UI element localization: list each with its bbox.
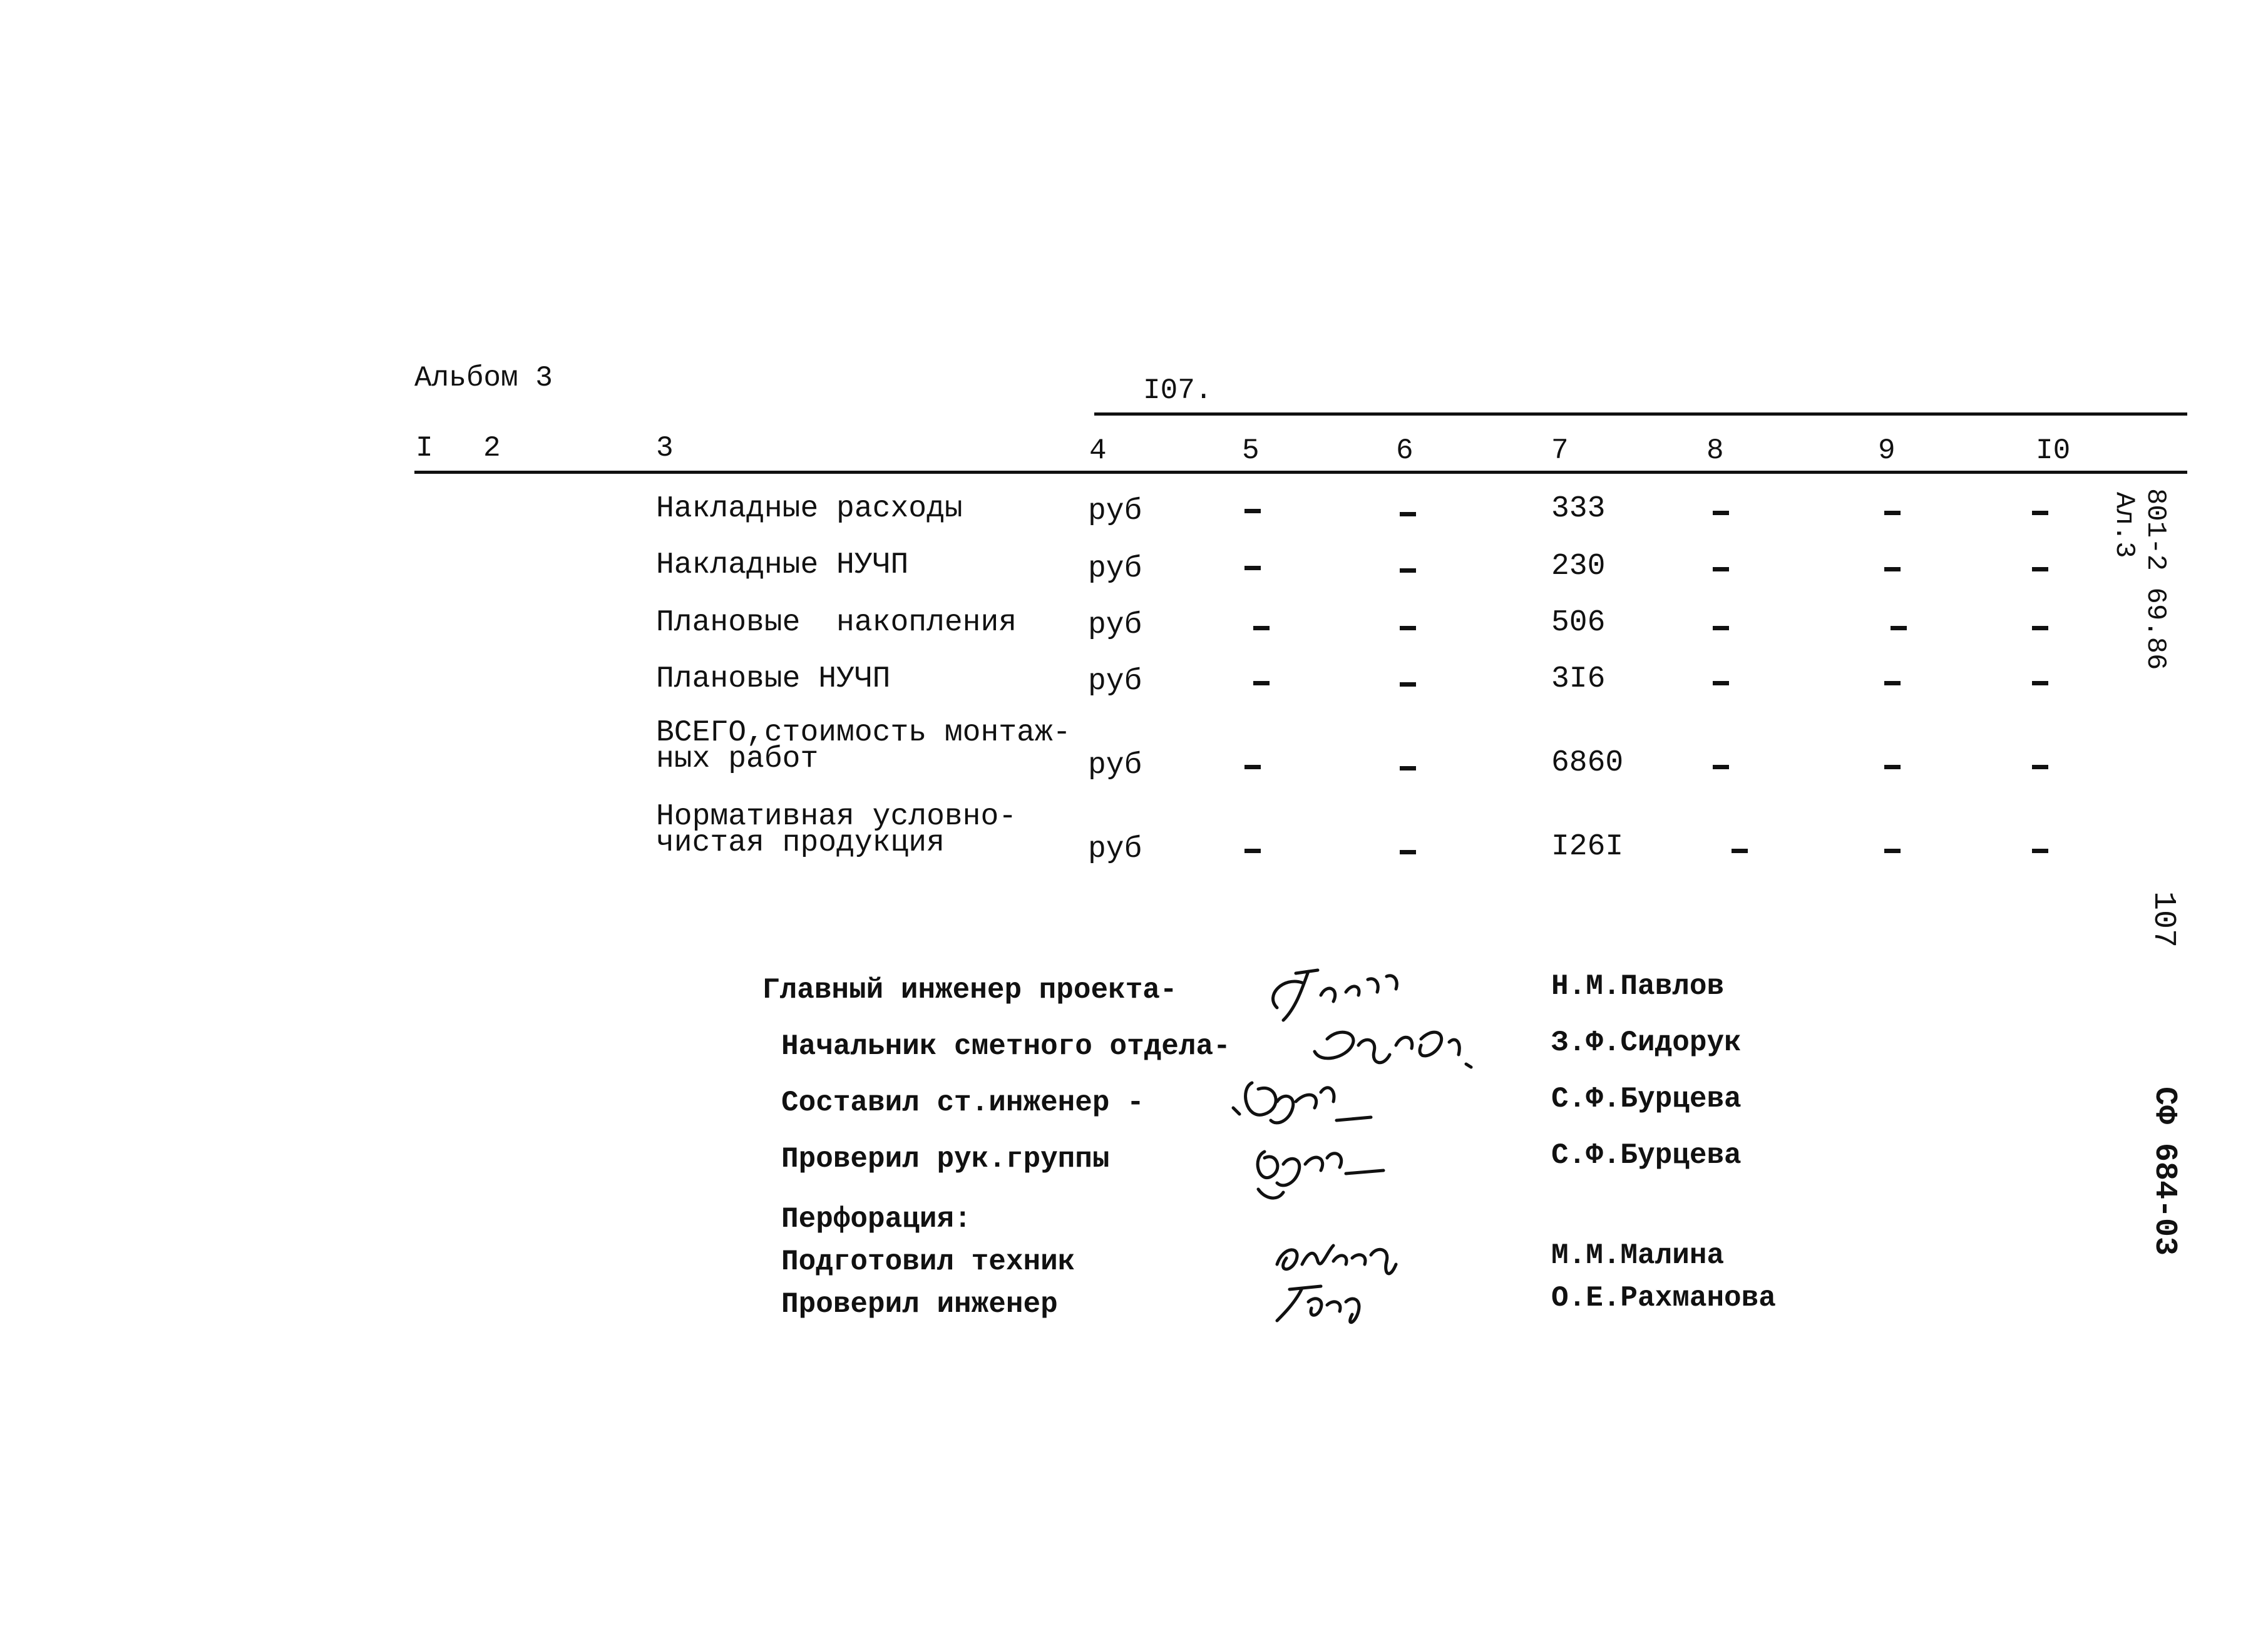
signatory-name: Н.М.Павлов: [1551, 970, 1725, 1003]
empty-dash: [1884, 511, 1901, 515]
column-number: 5: [1242, 434, 1260, 467]
margin-note-page: 107: [2145, 891, 2181, 948]
empty-dash: [1884, 849, 1901, 853]
value-cell: 6860: [1551, 746, 1624, 780]
signature-title: Перфорация:: [781, 1203, 972, 1236]
margin-note-album: Ал.3: [2108, 492, 2140, 558]
column-number: 4: [1089, 434, 1107, 467]
unit-cell: руб: [1088, 608, 1142, 642]
column-number: I: [416, 432, 433, 464]
header-rule-top: [1094, 412, 2187, 416]
unit-cell: руб: [1088, 494, 1142, 528]
signatory-name: С.Ф.Бурцева: [1551, 1083, 1742, 1115]
page-number: I07.: [1143, 374, 1213, 407]
empty-dash: [1400, 766, 1416, 770]
empty-dash: [1713, 567, 1729, 571]
column-number: 8: [1706, 434, 1724, 467]
column-number: 7: [1551, 434, 1569, 467]
column-number: 3: [656, 432, 674, 464]
header-rule-bottom: [414, 471, 2187, 474]
column-number: 2: [483, 432, 501, 464]
empty-dash: [2032, 849, 2048, 853]
value-cell: 333: [1551, 492, 1606, 526]
value-cell: 3I6: [1551, 662, 1606, 696]
row-label: Нормативная условно- чистая продукция: [656, 800, 1017, 860]
empty-dash: [1400, 850, 1416, 854]
row-label: Накладные НУЧП: [656, 548, 909, 582]
row-label: ВСЕГО,стоимость монтаж- ных работ: [656, 716, 1071, 776]
empty-dash: [1884, 567, 1901, 571]
signatory-name: О.Е.Рахманова: [1551, 1282, 1776, 1314]
empty-dash: [1244, 509, 1261, 513]
empty-dash: [2032, 511, 2048, 515]
empty-dash: [1253, 626, 1270, 630]
signature-title: Составил ст.инженер -: [781, 1087, 1144, 1119]
signature-title: Главный инженер проекта-: [762, 974, 1178, 1006]
row-label: Плановые НУЧП: [656, 662, 891, 696]
signature-title: Подготовил техник: [781, 1246, 1075, 1278]
margin-note-series: 801-2 69.86: [2140, 488, 2171, 670]
empty-dash: [1732, 849, 1748, 853]
signatory-name: С.Ф.Бурцева: [1551, 1139, 1742, 1172]
empty-dash: [1400, 568, 1416, 573]
column-number: 6: [1396, 434, 1414, 467]
empty-dash: [1884, 681, 1901, 685]
column-number: I0: [2036, 434, 2071, 467]
handwritten-signature: [1265, 1271, 1390, 1333]
unit-cell: руб: [1088, 552, 1142, 586]
unit-cell: руб: [1088, 665, 1142, 699]
row-label: Накладные расходы: [656, 492, 963, 526]
empty-dash: [2032, 681, 2048, 685]
column-number: 9: [1878, 434, 1896, 467]
empty-dash: [1244, 566, 1261, 570]
empty-dash: [1713, 626, 1729, 630]
empty-dash: [1884, 765, 1901, 769]
empty-dash: [1713, 511, 1729, 515]
unit-cell: руб: [1088, 749, 1142, 782]
empty-dash: [1253, 681, 1270, 685]
handwritten-signature: [1221, 1064, 1409, 1208]
empty-dash: [1891, 626, 1907, 630]
empty-dash: [1713, 681, 1729, 685]
value-cell: I26I: [1551, 830, 1624, 864]
signatory-name: М.М.Малина: [1551, 1239, 1725, 1272]
margin-note-code: СФ 684-03: [2147, 1087, 2182, 1256]
row-label: Плановые накопления: [656, 606, 1017, 640]
signatory-name: З.Ф.Сидорук: [1551, 1026, 1742, 1059]
unit-cell: руб: [1088, 832, 1142, 866]
signature-title: Начальник сметного отдела-: [781, 1030, 1231, 1063]
signature-title: Проверил инженер: [781, 1288, 1058, 1321]
empty-dash: [1400, 626, 1416, 630]
empty-dash: [2032, 626, 2048, 630]
empty-dash: [2032, 765, 2048, 769]
empty-dash: [1713, 765, 1729, 769]
value-cell: 230: [1551, 550, 1606, 583]
empty-dash: [1400, 682, 1416, 687]
empty-dash: [2032, 567, 2048, 571]
empty-dash: [1244, 849, 1261, 853]
empty-dash: [1244, 765, 1261, 769]
album-label: Альбом 3: [414, 362, 553, 394]
signature-title: Проверил рук.группы: [781, 1143, 1110, 1175]
value-cell: 506: [1551, 606, 1606, 640]
empty-dash: [1400, 512, 1416, 516]
